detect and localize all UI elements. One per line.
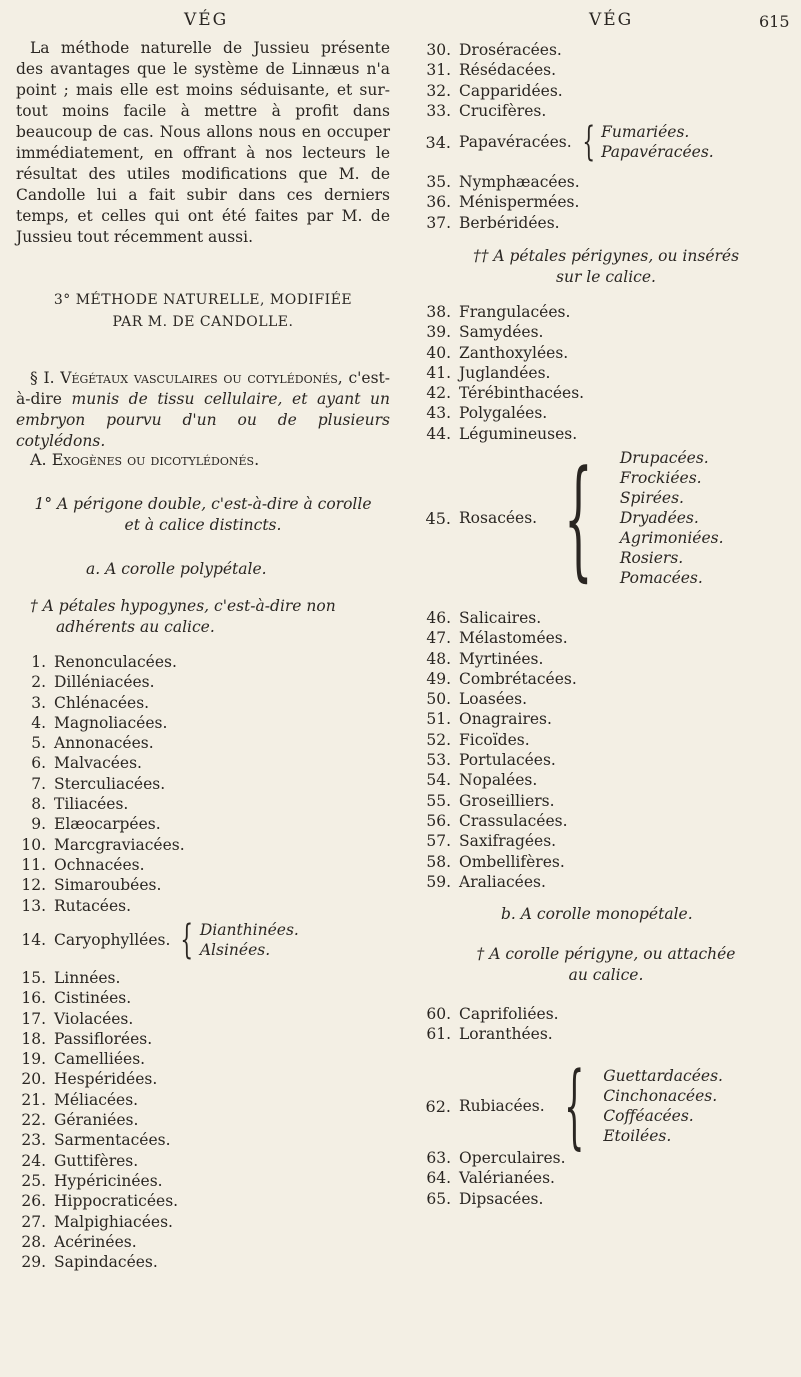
family-number: 13. xyxy=(21,896,46,915)
family-item xyxy=(16,968,178,988)
para1-italic: munis de tissu cellulaire, et ayant un embryon pourvu d'un ou de plusieurs cotylédons. xyxy=(16,390,390,450)
family-number: 54. xyxy=(426,771,451,790)
family-number: 30. xyxy=(426,41,451,59)
family-name: Polygalées. xyxy=(459,404,548,423)
family-name: Droséracées. xyxy=(459,41,562,59)
family-item xyxy=(421,363,584,383)
family-name: Rubiacées. xyxy=(459,1097,545,1115)
family-number: 62. xyxy=(425,1096,451,1116)
family-item xyxy=(16,652,185,672)
rosacees-subgroups xyxy=(620,448,724,588)
family-item xyxy=(16,1110,178,1130)
family-item xyxy=(421,831,577,851)
family-number: 21. xyxy=(21,1090,46,1109)
family-number: 57. xyxy=(426,832,451,851)
family-item xyxy=(16,1151,178,1171)
family-name: Ochnacées. xyxy=(54,855,145,874)
family-name: Portulacées. xyxy=(459,751,556,770)
family-item xyxy=(16,1049,178,1069)
family-item xyxy=(16,1171,178,1191)
family-number: 25. xyxy=(21,1171,46,1190)
para1-lead: § I. Végétaux vasculaires ou cotylédonés, xyxy=(30,369,343,387)
family-number: 47. xyxy=(426,629,451,648)
heading-corolle-monopetale: b. A corolle monopétale. xyxy=(501,905,693,923)
family-item xyxy=(16,753,185,773)
family-item xyxy=(421,852,577,872)
family-item xyxy=(16,733,185,753)
subgroup-item: Drupacées. xyxy=(619,449,709,467)
family-number: 65. xyxy=(426,1189,451,1208)
brace-icon: { xyxy=(180,917,194,963)
family-item xyxy=(421,172,580,192)
family-item xyxy=(421,383,584,403)
family-name: Loasées. xyxy=(459,690,528,709)
family-number: 59. xyxy=(426,872,451,891)
family-list-35-37 xyxy=(421,172,580,233)
family-item xyxy=(421,689,577,709)
family-name: Valérianées. xyxy=(459,1169,555,1188)
family-item xyxy=(421,770,577,790)
heading-corolle-perigyne xyxy=(421,944,791,986)
family-number: 7. xyxy=(31,774,46,793)
family-number: 2. xyxy=(31,673,46,692)
family-name: Chlénacées. xyxy=(54,693,150,712)
family-name: Papavéracées. xyxy=(459,133,572,151)
family-item xyxy=(16,1191,178,1211)
brace-icon: { xyxy=(563,442,593,594)
family-name: Rosacées. xyxy=(459,509,538,527)
family-name: Marcgraviacées. xyxy=(54,835,185,854)
family-item xyxy=(421,1189,566,1209)
family-item xyxy=(421,649,577,669)
family-number: 46. xyxy=(426,609,451,627)
family-number: 61. xyxy=(426,1025,451,1044)
heading-dd-line2: sur le calice. xyxy=(556,268,656,286)
family-name: Myrtinées. xyxy=(459,649,544,668)
family-name: Malpighiacées. xyxy=(54,1212,173,1231)
family-number: 8. xyxy=(31,795,46,814)
family-name: Linnées. xyxy=(54,969,121,987)
family-item xyxy=(16,794,185,814)
family-name: Térébinthacées. xyxy=(459,384,585,403)
family-number: 31. xyxy=(426,61,451,80)
family-item xyxy=(16,1029,178,1049)
subgroup-item: Spirées. xyxy=(619,489,684,507)
family-list-38-44 xyxy=(421,302,584,444)
brace-icon: { xyxy=(563,1052,585,1159)
subgroup-item: Frockiées. xyxy=(619,469,702,487)
subgroup-item: Papavéracées. xyxy=(601,143,714,161)
family-number: 6. xyxy=(31,754,46,773)
left-running-head: VÉG xyxy=(184,10,229,30)
family-item xyxy=(16,875,185,895)
family-number: 37. xyxy=(426,213,451,232)
family-name: Sarmentacées. xyxy=(54,1131,171,1150)
subgroup-item: Guettardacées. xyxy=(603,1067,723,1085)
family-name: Passiflorées. xyxy=(54,1029,153,1048)
family-item xyxy=(16,1130,178,1150)
heading-corolle-polypetale: a. A corolle polypétale. xyxy=(86,560,267,578)
family-name: Simaroubées. xyxy=(54,876,162,895)
section-title-line1: 3° MÉTHODE NATURELLE, MODIFIÉE xyxy=(53,292,353,308)
family-item xyxy=(421,213,580,233)
family-name: Araliacées. xyxy=(459,872,546,891)
family-name: Elæocarpées. xyxy=(54,815,161,834)
papaveracees-subgroups xyxy=(601,122,714,162)
family-item xyxy=(421,322,584,342)
family-number: 55. xyxy=(426,791,451,810)
family-number: 33. xyxy=(426,101,451,120)
family-list-63-65 xyxy=(421,1148,566,1209)
family-number: 23. xyxy=(21,1131,46,1150)
family-name: Cistinées. xyxy=(54,989,132,1008)
family-item xyxy=(16,896,185,916)
family-item xyxy=(421,811,577,831)
family-item xyxy=(421,101,563,121)
page-number: 615 xyxy=(759,12,790,31)
family-item xyxy=(421,1004,559,1024)
family-number: 49. xyxy=(426,669,451,688)
family-item xyxy=(421,302,584,322)
family-number: 51. xyxy=(426,710,451,729)
family-name: Zanthoxylées. xyxy=(459,343,569,362)
family-name: Frangulacées. xyxy=(459,303,571,321)
subgroup-item: Agrimoniées. xyxy=(619,529,724,547)
family-name: Dipsacées. xyxy=(459,1189,544,1208)
family-number: 17. xyxy=(21,1009,46,1028)
family-item xyxy=(16,1009,178,1029)
family-item xyxy=(421,730,577,750)
family-name: Samydées. xyxy=(459,323,544,342)
family-item xyxy=(421,343,584,363)
family-item xyxy=(421,424,584,444)
family-item xyxy=(421,192,580,212)
family-name: Loranthées. xyxy=(459,1025,553,1044)
heading-1-line1: 1° A périgone double, c'est-à-dire à corolle xyxy=(34,495,372,513)
family-number: 14. xyxy=(21,931,46,949)
intro-paragraph: La méthode naturelle de Jussieu présente des avantages que le système de Linnæus n'a point ; mais elle est moins séduisante, et sur-tout moins facile à mettre à profit dans beaucoup de cas. Nous allons nous en occuper immédiatement, en offrant à nos lecteurs le résultat des utiles modifications que M. de Candolle lui a fait subir dans ces derniers temps, et celles qui ont été faites par M. de Jussieu tout récemment aussi. xyxy=(16,39,390,246)
subgroup-item: Cinchonacées. xyxy=(603,1087,718,1105)
family-name: Magnoliacées. xyxy=(54,713,168,732)
section-title-line2: PAR M. DE CANDOLLE. xyxy=(112,314,294,330)
family-item xyxy=(421,791,577,811)
family-name: Annonacées. xyxy=(54,734,154,753)
family-number: 29. xyxy=(21,1253,46,1272)
family-number: 26. xyxy=(21,1192,46,1211)
family-name: Ombellifères. xyxy=(459,852,565,871)
family-item xyxy=(16,1069,178,1089)
family-number: 52. xyxy=(426,730,451,749)
family-number: 43. xyxy=(426,404,451,423)
family-number: 9. xyxy=(31,815,46,834)
family-number: 11. xyxy=(21,855,46,874)
family-name: Légumineuses. xyxy=(459,424,578,443)
family-name: Violacées. xyxy=(54,1009,134,1028)
family-number: 34. xyxy=(425,132,451,152)
family-number: 39. xyxy=(426,323,451,342)
family-name: Dilléniacées. xyxy=(54,673,155,692)
family-item xyxy=(16,1232,178,1252)
family-list-60-61 xyxy=(421,1004,559,1045)
heading-hypogynes xyxy=(16,596,390,638)
family-list-15-29 xyxy=(16,968,178,1272)
family-name: Méliacées. xyxy=(54,1090,139,1109)
family-name: Berbéridées. xyxy=(459,213,560,232)
family-number: 60. xyxy=(426,1005,451,1023)
family-number: 16. xyxy=(21,989,46,1008)
family-number: 3. xyxy=(31,693,46,712)
family-number: 18. xyxy=(21,1029,46,1048)
family-item xyxy=(421,60,563,80)
family-item xyxy=(421,1168,566,1188)
family-item xyxy=(16,713,185,733)
family-name: Nymphæacées. xyxy=(459,173,580,191)
family-list-46-59 xyxy=(421,608,577,892)
family-name: Renonculacées. xyxy=(54,653,177,671)
heading-dagger-line2: au calice. xyxy=(568,966,644,984)
family-list-30-33 xyxy=(421,40,563,121)
family-number: 50. xyxy=(426,690,451,709)
family-number: 28. xyxy=(21,1232,46,1251)
family-name: Groseilliers. xyxy=(459,791,555,810)
subgroup-item: Cofféacées. xyxy=(603,1107,694,1125)
family-number: 20. xyxy=(21,1070,46,1089)
family-number: 48. xyxy=(426,649,451,668)
family-number: 42. xyxy=(426,384,451,403)
family-item xyxy=(16,814,185,834)
rosacees-group xyxy=(421,442,791,594)
family-number: 4. xyxy=(31,713,46,732)
family-number: 38. xyxy=(426,303,451,321)
family-item xyxy=(16,693,185,713)
family-name: Caprifoliées. xyxy=(459,1005,559,1023)
family-item xyxy=(421,669,577,689)
family-item xyxy=(421,1148,566,1168)
family-item xyxy=(421,40,563,60)
heading-1-line2: et à calice distincts. xyxy=(124,516,282,534)
family-name: Sterculiacées. xyxy=(54,774,166,793)
family-number: 45. xyxy=(425,508,451,528)
family-item xyxy=(16,1090,178,1110)
family-name: Crassulacées. xyxy=(459,811,568,830)
family-item xyxy=(421,872,577,892)
subgroup-item: Etoilées. xyxy=(603,1127,672,1145)
family-name: Acérinées. xyxy=(54,1232,137,1251)
family-item xyxy=(16,835,185,855)
family-name: Hespéridées. xyxy=(54,1070,158,1089)
paragraph-vegetaux xyxy=(16,368,390,452)
family-name: Rutacées. xyxy=(54,896,132,915)
family-number: 53. xyxy=(426,751,451,770)
family-name: Capparidées. xyxy=(459,81,563,100)
family-name: Camelliées. xyxy=(54,1050,146,1069)
family-number: 41. xyxy=(426,363,451,382)
heading-dagger-line1: † A corolle périgyne, ou attachée xyxy=(476,945,736,963)
heading-perigone-double xyxy=(16,494,390,536)
family-number: 12. xyxy=(21,876,46,895)
heading-dd-line1: †† A pétales périgynes, ou insérés xyxy=(472,247,740,265)
papaveracees-group xyxy=(421,119,791,165)
family-name: Résédacées. xyxy=(459,61,557,80)
family-name: Hippocraticées. xyxy=(54,1192,179,1211)
family-number: 15. xyxy=(21,969,46,987)
family-number: 10. xyxy=(21,835,46,854)
family-name: Saxifragées. xyxy=(459,832,557,851)
family-number: 56. xyxy=(426,811,451,830)
family-number: 40. xyxy=(426,343,451,362)
subgroup-item: Fumariées. xyxy=(601,123,690,141)
family-name: Hypéricinées. xyxy=(54,1171,163,1190)
family-item xyxy=(421,1024,559,1044)
heading-dagger-line1: † A pétales hypogynes, c'est-à-dire non xyxy=(30,597,336,615)
family-name: Sapindacées. xyxy=(54,1253,158,1272)
family-item xyxy=(421,81,563,101)
rubiacees-subgroups xyxy=(603,1066,723,1146)
family-name: Juglandées. xyxy=(459,363,551,382)
family-number: 63. xyxy=(426,1149,451,1167)
family-list-1-13 xyxy=(16,652,185,916)
family-number: 58. xyxy=(426,852,451,871)
family-name: Salicaires. xyxy=(459,609,542,627)
caryophyllees-group xyxy=(16,917,390,963)
family-name: Caryophyllées. xyxy=(54,931,171,949)
family-item xyxy=(16,988,178,1008)
subsection-exogenes: A. Exogènes ou dicotylédonés. xyxy=(30,450,260,469)
family-item xyxy=(421,709,577,729)
family-item xyxy=(16,774,185,794)
family-item xyxy=(16,855,185,875)
family-number: 35. xyxy=(426,173,451,191)
heading-dagger-line2: adhérents au calice. xyxy=(56,618,215,636)
right-running-head: VÉG xyxy=(589,10,634,30)
caryophyllees-subgroups xyxy=(200,920,299,960)
brace-icon: { xyxy=(581,119,595,165)
family-number: 27. xyxy=(21,1212,46,1231)
family-name: Ménispermées. xyxy=(459,193,580,212)
family-name: Malvacées. xyxy=(54,754,142,773)
family-item xyxy=(16,672,185,692)
family-number: 19. xyxy=(21,1050,46,1069)
family-item xyxy=(16,1212,178,1232)
family-name: Géraniées. xyxy=(54,1111,139,1130)
family-number: 5. xyxy=(31,734,46,753)
family-number: 1. xyxy=(31,653,46,671)
family-item xyxy=(421,608,577,628)
section-title xyxy=(16,292,390,330)
family-name: Combrétacées. xyxy=(459,669,577,688)
family-number: 64. xyxy=(426,1169,451,1188)
family-number: 32. xyxy=(426,81,451,100)
subgroup-item: Dianthinées. xyxy=(199,921,299,939)
family-name: Ficoïdes. xyxy=(459,730,530,749)
subgroup-item: Rosiers. xyxy=(619,549,684,567)
family-name: Guttifères. xyxy=(54,1151,139,1170)
family-item xyxy=(421,628,577,648)
subgroup-item: Pomacées. xyxy=(619,569,703,587)
family-name: Nopalées. xyxy=(459,771,538,790)
family-name: Crucifères. xyxy=(459,101,547,120)
subgroup-item: Alsinées. xyxy=(199,941,271,959)
family-number: 24. xyxy=(21,1151,46,1170)
family-name: Onagraires. xyxy=(459,710,552,729)
family-number: 22. xyxy=(21,1111,46,1130)
subgroup-item: Dryadées. xyxy=(619,509,699,527)
family-name: Tiliacées. xyxy=(54,795,129,814)
heading-perigynes xyxy=(421,246,791,288)
family-item xyxy=(16,1252,178,1272)
family-item xyxy=(421,750,577,770)
family-name: Operculaires. xyxy=(459,1149,566,1167)
family-name: Mélastomées. xyxy=(459,629,568,648)
family-item xyxy=(421,403,584,423)
family-number: 44. xyxy=(426,424,451,443)
para1-rest: c'est-à-dire xyxy=(16,369,390,408)
family-number: 36. xyxy=(426,193,451,212)
